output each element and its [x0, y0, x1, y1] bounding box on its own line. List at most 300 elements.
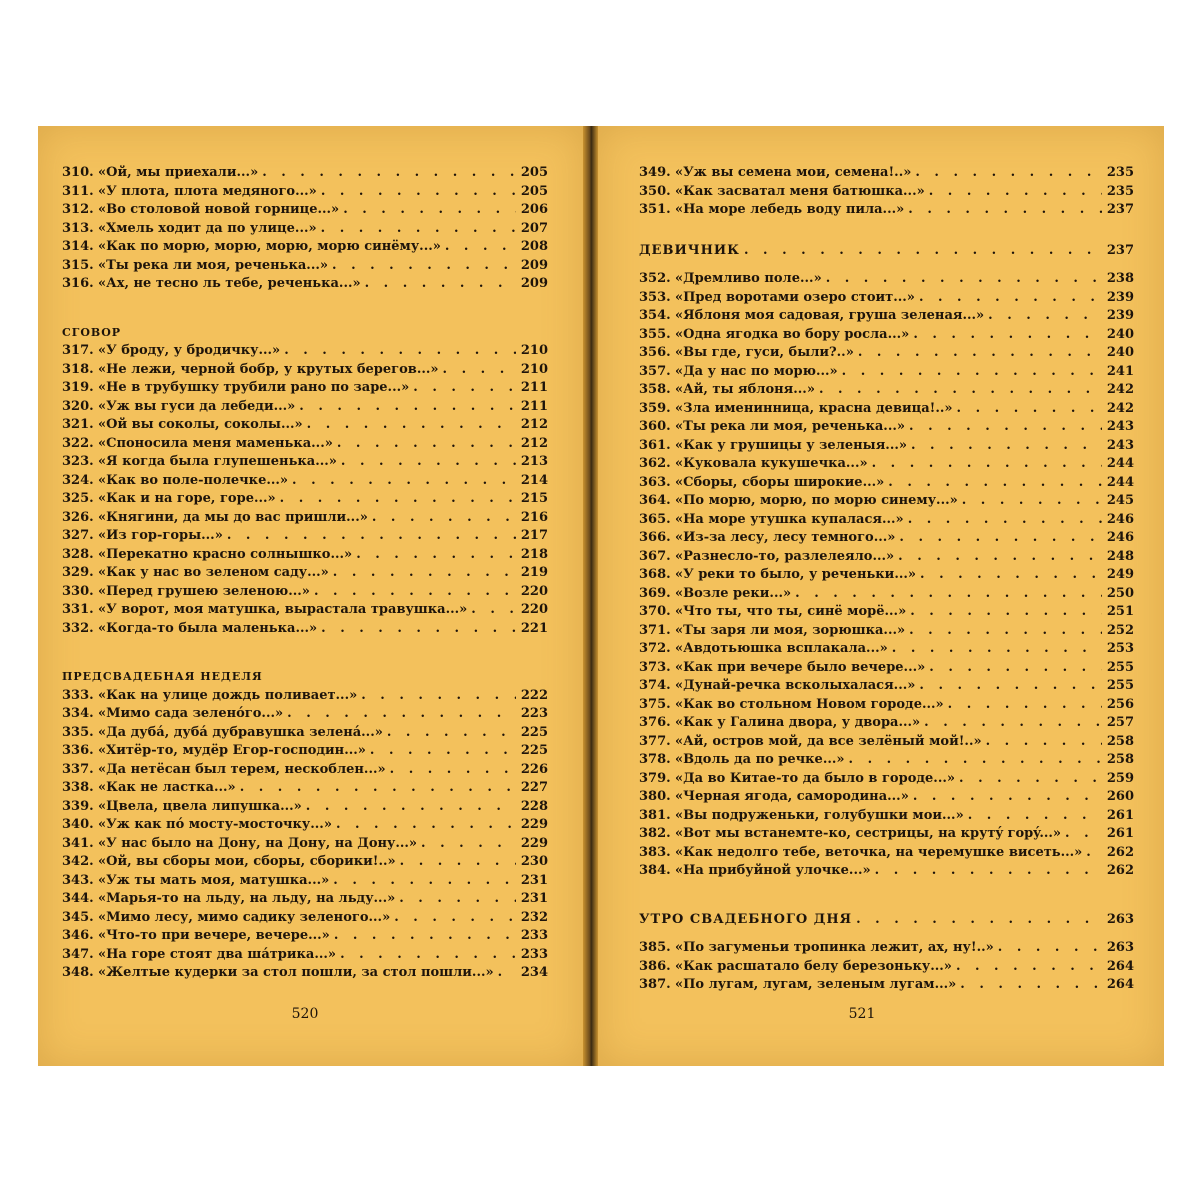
leader-dots	[292, 472, 516, 491]
entry-page: 246	[1106, 530, 1134, 545]
entry-page: 261	[1106, 807, 1134, 823]
entry-number: 362.	[639, 456, 671, 471]
entry-number: 343.	[62, 872, 94, 888]
entry-page: 225	[520, 743, 548, 758]
entry-title: «У нас было на Дону, на Дону, на Дону...»	[98, 835, 418, 851]
section-row-utro	[639, 911, 1134, 930]
entry-page: 239	[1106, 289, 1134, 305]
toc-entry	[639, 164, 1134, 183]
entry-page: 255	[1106, 659, 1134, 675]
entry-title: «Ой, мы приехали...»	[98, 165, 259, 180]
leader-dots	[908, 511, 1102, 530]
entry-title: «Пред воротами озеро стоит...»	[675, 289, 915, 305]
entry-title: «Ты заря ли моя, зорюшка...»	[675, 622, 906, 638]
entry-title: «Как на улице дождь поливает...»	[98, 687, 358, 703]
entry-title: «Как засватал меня батюшка...»	[675, 183, 925, 199]
toc-entry	[62, 220, 548, 239]
entry-number: 381.	[639, 807, 671, 823]
entry-title: «Из-за лесу, лесу темного...»	[675, 530, 896, 545]
entry-title: «Да у нас по морю...»	[675, 363, 838, 379]
entry-number: 358.	[639, 382, 671, 397]
entry-title: «Да во Китае-то да было в городе...»	[675, 770, 956, 786]
leader-dots	[842, 363, 1102, 382]
entry-number: 327.	[62, 528, 94, 543]
entry-page: 242	[1106, 382, 1134, 397]
entry-page: 244	[1106, 456, 1134, 471]
entry-page: 262	[1106, 863, 1134, 878]
entry-number: 366.	[639, 530, 671, 545]
leader-dots	[915, 164, 1102, 183]
entry-number: 315.	[62, 257, 94, 273]
entry-page: 253	[1106, 641, 1134, 656]
entry-title: «На горе стоят два шáтрика...»	[98, 946, 337, 962]
entry-number: 324.	[62, 472, 94, 488]
leader-dots	[321, 220, 516, 239]
leader-dots	[858, 344, 1102, 363]
entry-page: 205	[520, 183, 548, 199]
entry-number: 359.	[639, 400, 671, 416]
leader-dots	[333, 564, 516, 583]
section-title: ДЕВИЧНИК	[639, 242, 740, 258]
entry-title: «Уж вы гуси да лебеди...»	[98, 398, 296, 414]
entry-title: «Да нетёсан был терем, нескоблен...»	[98, 761, 386, 777]
entry-number: 387.	[639, 977, 671, 992]
toc-entry	[639, 289, 1134, 308]
entry-number: 378.	[639, 752, 671, 767]
entry-number: 352.	[639, 271, 671, 286]
toc-entry	[639, 696, 1134, 715]
entry-number: 314.	[62, 239, 94, 254]
entry-number: 310.	[62, 165, 94, 180]
leader-dots	[908, 201, 1102, 220]
toc-entry	[639, 788, 1134, 807]
leader-dots	[390, 761, 516, 780]
section-row-devichnik	[639, 242, 1134, 261]
leader-dots	[910, 603, 1102, 622]
right-group-1	[639, 164, 1134, 220]
toc-entry	[62, 201, 548, 220]
entry-number: 319.	[62, 380, 94, 395]
leader-dots	[856, 911, 1102, 930]
entry-number: 361.	[639, 437, 671, 453]
entry-title: «Ах, не тесно ль тебе, реченька...»	[98, 276, 361, 291]
leader-dots	[443, 361, 516, 380]
entry-number: 356.	[639, 345, 671, 360]
leader-dots	[919, 677, 1102, 696]
entry-page: 237	[1106, 202, 1134, 217]
entry-page: 252	[1106, 622, 1134, 638]
entry-number: 367.	[639, 548, 671, 564]
left-group-3	[62, 687, 548, 983]
entry-number: 346.	[62, 928, 94, 943]
entry-title: «Ой, вы сборы мои, сборы, сборики!..»	[98, 854, 396, 869]
toc-entry	[62, 398, 548, 417]
toc-entry	[62, 509, 548, 528]
left-toc	[62, 164, 548, 983]
toc-entry	[639, 733, 1134, 752]
entry-title: «У плота, плота медяного...»	[98, 183, 317, 199]
toc-entry	[639, 770, 1134, 789]
book-gutter	[583, 126, 598, 1066]
entry-page: 214	[520, 472, 548, 488]
right-page	[598, 126, 1164, 1066]
leader-dots	[394, 909, 516, 928]
entry-title: «Как во стольном Новом городе...»	[675, 696, 944, 712]
toc-entry	[62, 361, 548, 380]
left-group-2	[62, 342, 548, 638]
entry-page: 234	[520, 965, 548, 980]
entry-title: «Марья-то на льду, на льду, на льду...»	[98, 891, 396, 906]
toc-entry	[639, 326, 1134, 345]
entry-number: 342.	[62, 854, 94, 869]
entry-number: 379.	[639, 770, 671, 786]
toc-entry	[62, 890, 548, 909]
toc-entry	[62, 705, 548, 724]
entry-page: 261	[1106, 826, 1134, 841]
entry-number: 385.	[639, 940, 671, 955]
leader-dots	[387, 724, 516, 743]
entry-number: 349.	[639, 165, 671, 180]
toc-entry	[639, 844, 1134, 863]
leader-dots	[337, 435, 516, 454]
leader-dots	[240, 779, 516, 798]
toc-entry	[62, 742, 548, 761]
entry-title: «На прибуйной улочке...»	[675, 863, 871, 878]
page-number-right: 521	[848, 1006, 876, 1022]
entry-title: «Как у Галина двора, у двора...»	[675, 715, 921, 730]
leader-dots	[909, 418, 1102, 437]
leader-dots	[795, 585, 1102, 604]
entry-number: 341.	[62, 835, 94, 851]
entry-page: 250	[1106, 585, 1134, 601]
entry-page: 231	[520, 891, 548, 906]
leader-dots	[875, 862, 1102, 881]
entry-page: 257	[1106, 715, 1134, 730]
entry-title: «Дунай-речка всколыхалася...»	[675, 678, 916, 693]
entry-title: «Перекатно красно солнышко...»	[98, 546, 353, 562]
leader-dots	[888, 474, 1102, 493]
entry-title: «Не лежи, черной бобр, у крутых берегов...»	[98, 361, 439, 377]
leader-dots	[413, 379, 516, 398]
leader-dots	[898, 548, 1102, 567]
toc-entry	[62, 238, 548, 257]
entry-number: 326.	[62, 509, 94, 525]
toc-entry	[62, 435, 548, 454]
entry-number: 372.	[639, 641, 671, 656]
toc-entry	[639, 659, 1134, 678]
toc-entry	[639, 529, 1134, 548]
entry-page: 226	[520, 761, 548, 777]
entry-number: 376.	[639, 715, 671, 730]
entry-number: 375.	[639, 696, 671, 712]
entry-title: «Вы где, гуси, были?..»	[675, 345, 854, 360]
entry-page: 220	[520, 602, 548, 617]
toc-entry	[62, 379, 548, 398]
leader-dots	[287, 705, 516, 724]
leader-dots	[399, 890, 516, 909]
entry-title: «Как во поле-полечке...»	[98, 472, 289, 488]
entry-page: 212	[520, 435, 548, 451]
leader-dots	[986, 733, 1102, 752]
entry-page: 211	[520, 380, 548, 395]
entry-number: 377.	[639, 733, 671, 749]
section-heading-predsvadebnaya: ПРЕДСВАДЕБНАЯ НЕДЕЛЯ	[62, 670, 263, 683]
leader-dots	[400, 853, 516, 872]
leader-dots	[1065, 825, 1102, 844]
entry-number: 355.	[639, 326, 671, 342]
entry-page: 239	[1106, 308, 1134, 323]
entry-title: «Как недолго тебе, веточка, на черемушке висеть...»	[675, 844, 1083, 860]
entry-title: «У броду, у бродичку...»	[98, 343, 281, 358]
entry-title: «Как при вечере было вечере...»	[675, 659, 926, 675]
toc-entry	[62, 724, 548, 743]
toc-entry	[639, 677, 1134, 696]
toc-entry	[639, 585, 1134, 604]
entry-title: «Уж ты мать моя, матушка...»	[98, 872, 330, 888]
leader-dots	[321, 620, 516, 639]
entry-number: 354.	[639, 308, 671, 323]
toc-entry	[62, 546, 548, 565]
toc-entry	[62, 164, 548, 183]
leader-dots	[445, 238, 516, 257]
entry-page: 225	[520, 724, 548, 740]
entry-title: «По лугам, лугам, зеленым лугам...»	[675, 977, 957, 992]
entry-title: «Цвела, цвела липушка...»	[98, 798, 302, 814]
leader-dots	[929, 659, 1102, 678]
toc-entry	[639, 807, 1134, 826]
entry-title: «По загуменьи тропинка лежит, ах, ну!..»	[675, 940, 994, 955]
toc-entry	[62, 183, 548, 202]
entry-title: «Княгини, да мы до вас пришли...»	[98, 509, 368, 525]
leader-dots	[899, 529, 1102, 548]
entry-title: «Что ты, что ты, синё морё...»	[675, 604, 907, 619]
entry-page: 258	[1106, 752, 1134, 767]
toc-entry	[639, 183, 1134, 202]
leader-dots	[356, 546, 516, 565]
toc-entry	[62, 872, 548, 891]
entry-number: 369.	[639, 585, 671, 601]
entry-title: «Сборы, сборы широкие...»	[675, 474, 885, 490]
toc-entry	[639, 566, 1134, 585]
entry-number: 328.	[62, 546, 94, 562]
toc-entry	[639, 862, 1134, 881]
entry-page: 209	[520, 276, 548, 291]
toc-entry	[62, 927, 548, 946]
toc-entry	[62, 527, 548, 546]
toc-entry	[639, 400, 1134, 419]
leader-dots	[819, 381, 1102, 400]
leader-dots	[892, 640, 1102, 659]
entry-page: 258	[1106, 733, 1134, 749]
entry-title: «Хмель ходит да по улице...»	[98, 220, 317, 236]
entry-number: 339.	[62, 798, 94, 814]
toc-entry	[62, 761, 548, 780]
leader-dots	[920, 566, 1102, 585]
entry-page: 230	[520, 854, 548, 869]
entry-number: 386.	[639, 958, 671, 974]
section-page: 237	[1106, 242, 1134, 258]
entry-page: 263	[1106, 940, 1134, 955]
entry-page: 243	[1106, 419, 1134, 434]
entry-page: 206	[520, 202, 548, 217]
entry-number: 321.	[62, 417, 94, 432]
toc-entry	[639, 958, 1134, 977]
leader-dots	[962, 492, 1102, 511]
entry-number: 360.	[639, 419, 671, 434]
entry-page: 256	[1106, 696, 1134, 712]
entry-page: 210	[520, 343, 548, 358]
leader-dots	[948, 696, 1102, 715]
entry-number: 370.	[639, 604, 671, 619]
leader-dots	[849, 751, 1102, 770]
toc-entry	[639, 492, 1134, 511]
entry-number: 348.	[62, 965, 94, 980]
toc-entry	[639, 363, 1134, 382]
entry-number: 322.	[62, 435, 94, 451]
entry-page: 227	[520, 780, 548, 795]
entry-title: «Мимо лесу, мимо садику зеленого...»	[98, 909, 391, 925]
right-toc	[639, 164, 1134, 995]
entry-title: «Когда-то была маленька...»	[98, 620, 318, 636]
toc-entry	[639, 825, 1134, 844]
leader-dots	[924, 714, 1102, 733]
entry-number: 332.	[62, 620, 94, 636]
entry-title: «Зла именинница, красна девица!..»	[675, 400, 953, 416]
entry-title: «На море утушка купалася...»	[675, 511, 904, 527]
leader-dots	[333, 872, 516, 891]
entry-title: «Черная ягода, самородина...»	[675, 789, 909, 804]
toc-entry	[62, 275, 548, 294]
entry-page: 235	[1106, 165, 1134, 180]
entry-title: «Уж вы семена мои, семена!..»	[675, 165, 912, 180]
leader-dots	[956, 958, 1102, 977]
leader-dots	[498, 964, 516, 983]
entry-title: «У ворот, моя матушка, вырастала травушка...»	[98, 602, 468, 617]
leader-dots	[361, 687, 516, 706]
entry-number: 329.	[62, 565, 94, 580]
entry-number: 325.	[62, 491, 94, 506]
entry-page: 242	[1106, 400, 1134, 416]
entry-title: «Я когда была глупешенька...»	[98, 454, 337, 469]
entry-page: 218	[520, 546, 548, 562]
entry-number: 373.	[639, 659, 671, 675]
toc-entry	[639, 381, 1134, 400]
leader-dots	[306, 798, 516, 817]
leader-dots	[334, 927, 516, 946]
entry-page: 233	[520, 946, 548, 962]
entry-page: 229	[520, 817, 548, 832]
toc-entry	[639, 939, 1134, 958]
left-page	[38, 126, 583, 1066]
entry-page: 220	[520, 583, 548, 599]
leader-dots	[280, 490, 516, 509]
entry-page: 209	[520, 257, 548, 273]
leader-dots	[744, 242, 1102, 261]
leader-dots	[960, 976, 1102, 995]
entry-title: «По морю, морю, по морю синему...»	[675, 493, 958, 508]
entry-title: «На море лебедь воду пила...»	[675, 202, 905, 217]
entry-title: «Ой вы соколы, соколы...»	[98, 417, 303, 432]
entry-title: «Мимо сада зеленóго...»	[98, 706, 284, 721]
leader-dots	[372, 509, 516, 528]
toc-entry	[62, 798, 548, 817]
entry-page: 231	[520, 872, 548, 888]
page-number-left: 520	[291, 1006, 319, 1022]
entry-number: 345.	[62, 909, 94, 925]
leader-dots	[314, 583, 516, 602]
entry-title: «Разнесло-то, разлелеяло...»	[675, 548, 895, 564]
entry-number: 323.	[62, 454, 94, 469]
entry-number: 383.	[639, 844, 671, 860]
toc-entry	[62, 416, 548, 435]
leader-dots	[919, 289, 1102, 308]
entry-title: «Одна ягодка во бору росла...»	[675, 326, 910, 342]
entry-number: 320.	[62, 398, 94, 414]
entry-page: 232	[520, 909, 548, 925]
entry-number: 317.	[62, 343, 94, 358]
toc-entry	[62, 779, 548, 798]
entry-page: 228	[520, 798, 548, 814]
entry-number: 384.	[639, 863, 671, 878]
entry-title: «Как и на горе, горе...»	[98, 491, 276, 506]
leader-dots	[421, 835, 516, 854]
entry-page: 217	[520, 528, 548, 543]
toc-entry	[62, 490, 548, 509]
right-group-2	[639, 270, 1134, 881]
entry-title: «Ай, остров мой, да все зелёный мой!..»	[675, 733, 982, 749]
entry-title: «Перед грушею зеленою...»	[98, 583, 310, 599]
toc-entry	[62, 946, 548, 965]
entry-page: 235	[1106, 183, 1134, 199]
toc-entry	[62, 342, 548, 361]
toc-entry	[62, 453, 548, 472]
entry-page: 207	[520, 220, 548, 236]
entry-page: 240	[1106, 326, 1134, 342]
entry-number: 338.	[62, 780, 94, 795]
entry-number: 353.	[639, 289, 671, 305]
entry-page: 249	[1106, 567, 1134, 582]
entry-number: 351.	[639, 202, 671, 217]
entry-page: 246	[1106, 511, 1134, 527]
leader-dots	[341, 453, 516, 472]
toc-entry	[62, 601, 548, 620]
entry-number: 371.	[639, 622, 671, 638]
entry-page: 212	[520, 417, 548, 432]
entry-page: 211	[520, 398, 548, 414]
entry-page: 223	[520, 706, 548, 721]
entry-title: «Хитёр-то, мудёр Егор-господин...»	[98, 743, 366, 758]
toc-entry	[639, 455, 1134, 474]
entry-title: «Ты река ли моя, реченька...»	[98, 257, 329, 273]
left-group-1	[62, 164, 548, 294]
toc-entry	[62, 853, 548, 872]
leader-dots	[336, 816, 516, 835]
entry-number: 363.	[639, 474, 671, 490]
entry-number: 316.	[62, 276, 94, 291]
toc-entry	[62, 909, 548, 928]
entry-number: 344.	[62, 891, 94, 906]
entry-title: «Как не ластка...»	[98, 780, 236, 795]
entry-page: 255	[1106, 678, 1134, 693]
entry-number: 312.	[62, 202, 94, 217]
entry-title: «Как у нас во зеленом саду...»	[98, 565, 329, 580]
entry-title: «Вы подруженьки, голубушки мои...»	[675, 807, 964, 823]
entry-number: 368.	[639, 567, 671, 582]
toc-entry	[639, 307, 1134, 326]
entry-page: 229	[520, 835, 548, 851]
toc-entry	[639, 640, 1134, 659]
entry-title: «Как по морю, морю, морю, морю синёму...»	[98, 239, 441, 254]
